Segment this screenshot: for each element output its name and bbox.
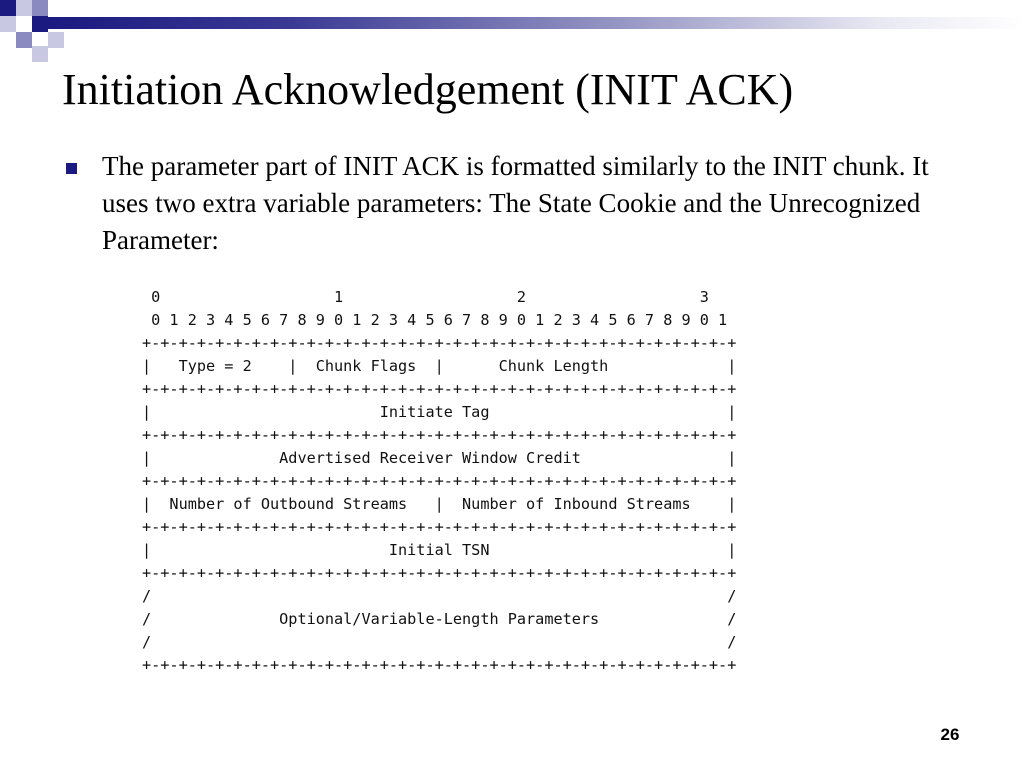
corner-decoration [0,0,80,62]
diagram-line: +-+-+-+-+-+-+-+-+-+-+-+-+-+-+-+-+-+-+-+-+-+-+-+-+-+-+-+-+-+-+-+-+ [142,334,737,352]
init-ack-chunk-diagram [142,286,736,677]
bullet-item [66,148,956,259]
diagram-line: | Number of Outbound Streams | Number of Inbound Streams | [142,495,737,513]
diagram-line: | Advertised Receiver Window Credit | [142,449,737,467]
diagram-line: +-+-+-+-+-+-+-+-+-+-+-+-+-+-+-+-+-+-+-+-+-+-+-+-+-+-+-+-+-+-+-+-+ [142,564,737,582]
bullet-text: The parameter part of INIT ACK is formatted similarly to the INIT chunk. It uses two extra variable parameters: The State Cookie and the Unrecognized Parameter: [102,151,929,255]
diagram-line: +-+-+-+-+-+-+-+-+-+-+-+-+-+-+-+-+-+-+-+-+-+-+-+-+-+-+-+-+-+-+-+-+ [142,472,737,490]
diagram-line: | Initial TSN | [142,541,737,559]
diagram-line: / / [142,587,737,605]
diagram-line: | Type = 2 | Chunk Flags | Chunk Length | [142,357,737,375]
diagram-line: | Initiate Tag | [142,403,737,421]
slide-title: Initiation Acknowledgement (INIT ACK) [62,65,794,114]
square-bullet-icon [66,163,77,174]
diagram-line: 0 1 2 3 4 5 6 7 8 9 0 1 2 3 4 5 6 7 8 9 0 1 2 3 4 5 6 7 8 9 0 1 [142,311,728,329]
diagram-line: / Optional/Variable-Length Parameters / [142,610,737,628]
page-number: 26 [940,725,960,744]
diagram-line: +-+-+-+-+-+-+-+-+-+-+-+-+-+-+-+-+-+-+-+-+-+-+-+-+-+-+-+-+-+-+-+-+ [142,518,737,536]
header-gradient-band [48,17,1024,29]
diagram-line: +-+-+-+-+-+-+-+-+-+-+-+-+-+-+-+-+-+-+-+-+-+-+-+-+-+-+-+-+-+-+-+-+ [142,380,737,398]
diagram-line: / / [142,633,737,651]
diagram-line: +-+-+-+-+-+-+-+-+-+-+-+-+-+-+-+-+-+-+-+-+-+-+-+-+-+-+-+-+-+-+-+-+ [142,656,737,674]
diagram-line: +-+-+-+-+-+-+-+-+-+-+-+-+-+-+-+-+-+-+-+-+-+-+-+-+-+-+-+-+-+-+-+-+ [142,426,737,444]
diagram-line: 0 1 2 3 [142,288,709,306]
